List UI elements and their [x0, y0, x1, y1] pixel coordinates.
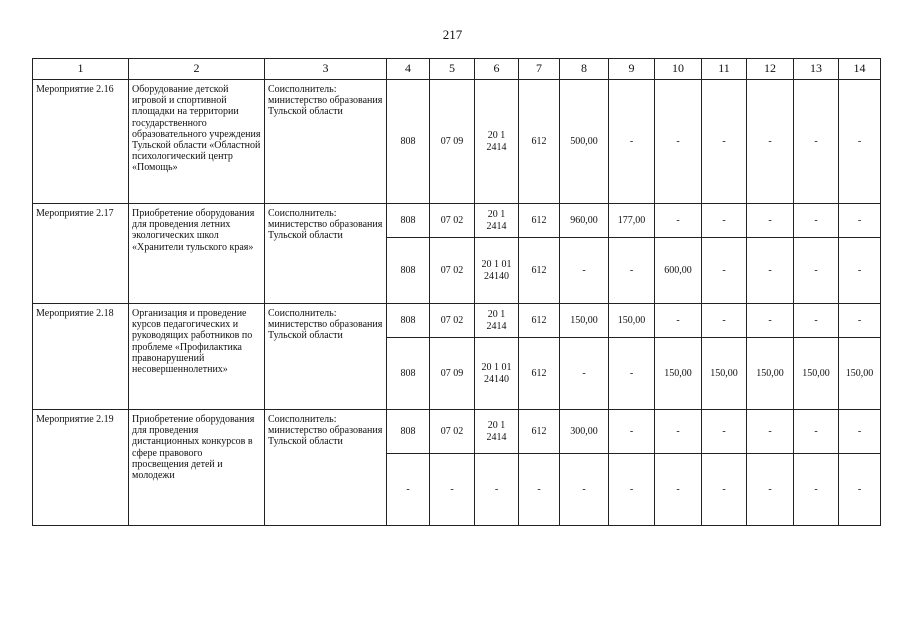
table-cell: - — [794, 238, 839, 304]
table-cell: - — [839, 238, 881, 304]
table-cell: 150,00 — [794, 338, 839, 410]
table-cell: 20 1 2414 — [475, 204, 519, 238]
executor-cell: Соисполнитель: министерство образования Тульской области — [265, 304, 387, 410]
table-cell: 808 — [387, 238, 430, 304]
table-cell: - — [747, 238, 794, 304]
table-cell: 20 1 2414 — [475, 304, 519, 338]
header-cell: 11 — [702, 59, 747, 80]
table-cell: 612 — [519, 204, 560, 238]
table-cell: - — [560, 454, 609, 526]
activity-id-cell: Мероприятие 2.19 — [33, 410, 129, 526]
header-cell: 1 — [33, 59, 129, 80]
executor-cell: Соисполнитель: министерство образования Тульской области — [265, 204, 387, 304]
activity-id-cell: Мероприятие 2.18 — [33, 304, 129, 410]
table-cell: 20 1 01 24140 — [475, 338, 519, 410]
table-cell: - — [747, 304, 794, 338]
table-cell: 500,00 — [560, 80, 609, 204]
table-cell: - — [475, 454, 519, 526]
table-cell: - — [839, 454, 881, 526]
header-row — [33, 59, 881, 80]
table-cell: - — [560, 238, 609, 304]
activity-name-cell: Приобретение оборудования для проведения летних экологических школ «Хранители тульского края» — [129, 204, 265, 304]
table-cell: 07 02 — [430, 304, 475, 338]
table-cell: 20 1 01 24140 — [475, 238, 519, 304]
table-cell: - — [655, 410, 702, 454]
table-cell: - — [747, 204, 794, 238]
table-cell: - — [702, 80, 747, 204]
table-cell: 150,00 — [655, 338, 702, 410]
header-cell: 13 — [794, 59, 839, 80]
table-cell: 150,00 — [747, 338, 794, 410]
header-cell: 5 — [430, 59, 475, 80]
table-cell: 612 — [519, 238, 560, 304]
table-cell: 808 — [387, 304, 430, 338]
table-cell: 300,00 — [560, 410, 609, 454]
table-row — [33, 410, 881, 454]
table-cell: - — [702, 238, 747, 304]
table-cell: - — [387, 454, 430, 526]
header-cell: 10 — [655, 59, 702, 80]
table-cell: 612 — [519, 304, 560, 338]
table-cell: - — [747, 410, 794, 454]
table-cell: - — [839, 410, 881, 454]
table-cell: 07 02 — [430, 204, 475, 238]
table-cell: 808 — [387, 410, 430, 454]
table-cell: - — [519, 454, 560, 526]
header-cell: 14 — [839, 59, 881, 80]
table-cell: 600,00 — [655, 238, 702, 304]
activity-id-cell: Мероприятие 2.17 — [33, 204, 129, 304]
table-cell: - — [702, 410, 747, 454]
activity-name-cell: Приобретение оборудования для проведения дистанционных конкурсов в сфере правового просвещения детей и молодежи — [129, 410, 265, 526]
activity-id-cell: Мероприятие 2.16 — [33, 80, 129, 204]
table-cell: - — [655, 304, 702, 338]
table-cell: - — [430, 454, 475, 526]
table-cell: - — [609, 338, 655, 410]
table-cell: 07 09 — [430, 80, 475, 204]
table-cell: 07 09 — [430, 338, 475, 410]
header-cell: 8 — [560, 59, 609, 80]
table-cell: - — [794, 410, 839, 454]
executor-cell: Соисполнитель: министерство образования Тульской области — [265, 410, 387, 526]
header-cell: 7 — [519, 59, 560, 80]
table-cell: - — [702, 204, 747, 238]
header-cell: 9 — [609, 59, 655, 80]
activity-name-cell: Организация и проведение курсов педагогических и руководящих работников по проблеме «Профилактика правонарушений несовершеннолетних» — [129, 304, 265, 410]
table-cell: - — [609, 454, 655, 526]
table-cell: - — [655, 80, 702, 204]
table-cell: 808 — [387, 338, 430, 410]
header-cell: 2 — [129, 59, 265, 80]
table-cell: 150,00 — [560, 304, 609, 338]
table-cell: - — [702, 454, 747, 526]
header-cell: 3 — [265, 59, 387, 80]
table-cell: - — [609, 238, 655, 304]
table-cell: 960,00 — [560, 204, 609, 238]
page-number: 217 — [442, 27, 463, 42]
table-cell: 20 1 2414 — [475, 410, 519, 454]
table-cell: - — [655, 454, 702, 526]
table-cell: - — [560, 338, 609, 410]
table-cell: - — [794, 454, 839, 526]
table-cell: 150,00 — [839, 338, 881, 410]
table-cell: 150,00 — [702, 338, 747, 410]
executor-cell: Соисполнитель: министерство образования Тульской области — [265, 80, 387, 204]
table-cell: 612 — [519, 410, 560, 454]
header-cell: 4 — [387, 59, 430, 80]
table-cell: - — [794, 204, 839, 238]
table-cell: - — [609, 80, 655, 204]
table-cell: 07 02 — [430, 410, 475, 454]
table-cell: 612 — [519, 80, 560, 204]
header-cell: 6 — [475, 59, 519, 80]
table-cell: - — [609, 410, 655, 454]
table-cell: - — [747, 454, 794, 526]
table-cell: - — [839, 80, 881, 204]
table-cell: 20 1 2414 — [475, 80, 519, 204]
table-cell: 612 — [519, 338, 560, 410]
table-cell: - — [702, 304, 747, 338]
activity-name-cell: Оборудование детской игровой и спортивной площадки на территории государственного образовательного учреждения Тульской области «Областной психологический центр «Помощь» — [129, 80, 265, 204]
header-cell: 12 — [747, 59, 794, 80]
table-cell: 150,00 — [609, 304, 655, 338]
table-cell: 177,00 — [609, 204, 655, 238]
table-cell: - — [794, 80, 839, 204]
table-cell: - — [839, 204, 881, 238]
table-row — [33, 304, 881, 338]
table-cell: - — [747, 80, 794, 204]
table-cell: 808 — [387, 204, 430, 238]
table-cell: - — [655, 204, 702, 238]
table-cell: 07 02 — [430, 238, 475, 304]
table-cell: 808 — [387, 80, 430, 204]
budget-table — [32, 58, 881, 526]
table-cell: - — [839, 304, 881, 338]
table-row — [33, 204, 881, 238]
table-row — [33, 80, 881, 204]
table-cell: - — [794, 304, 839, 338]
